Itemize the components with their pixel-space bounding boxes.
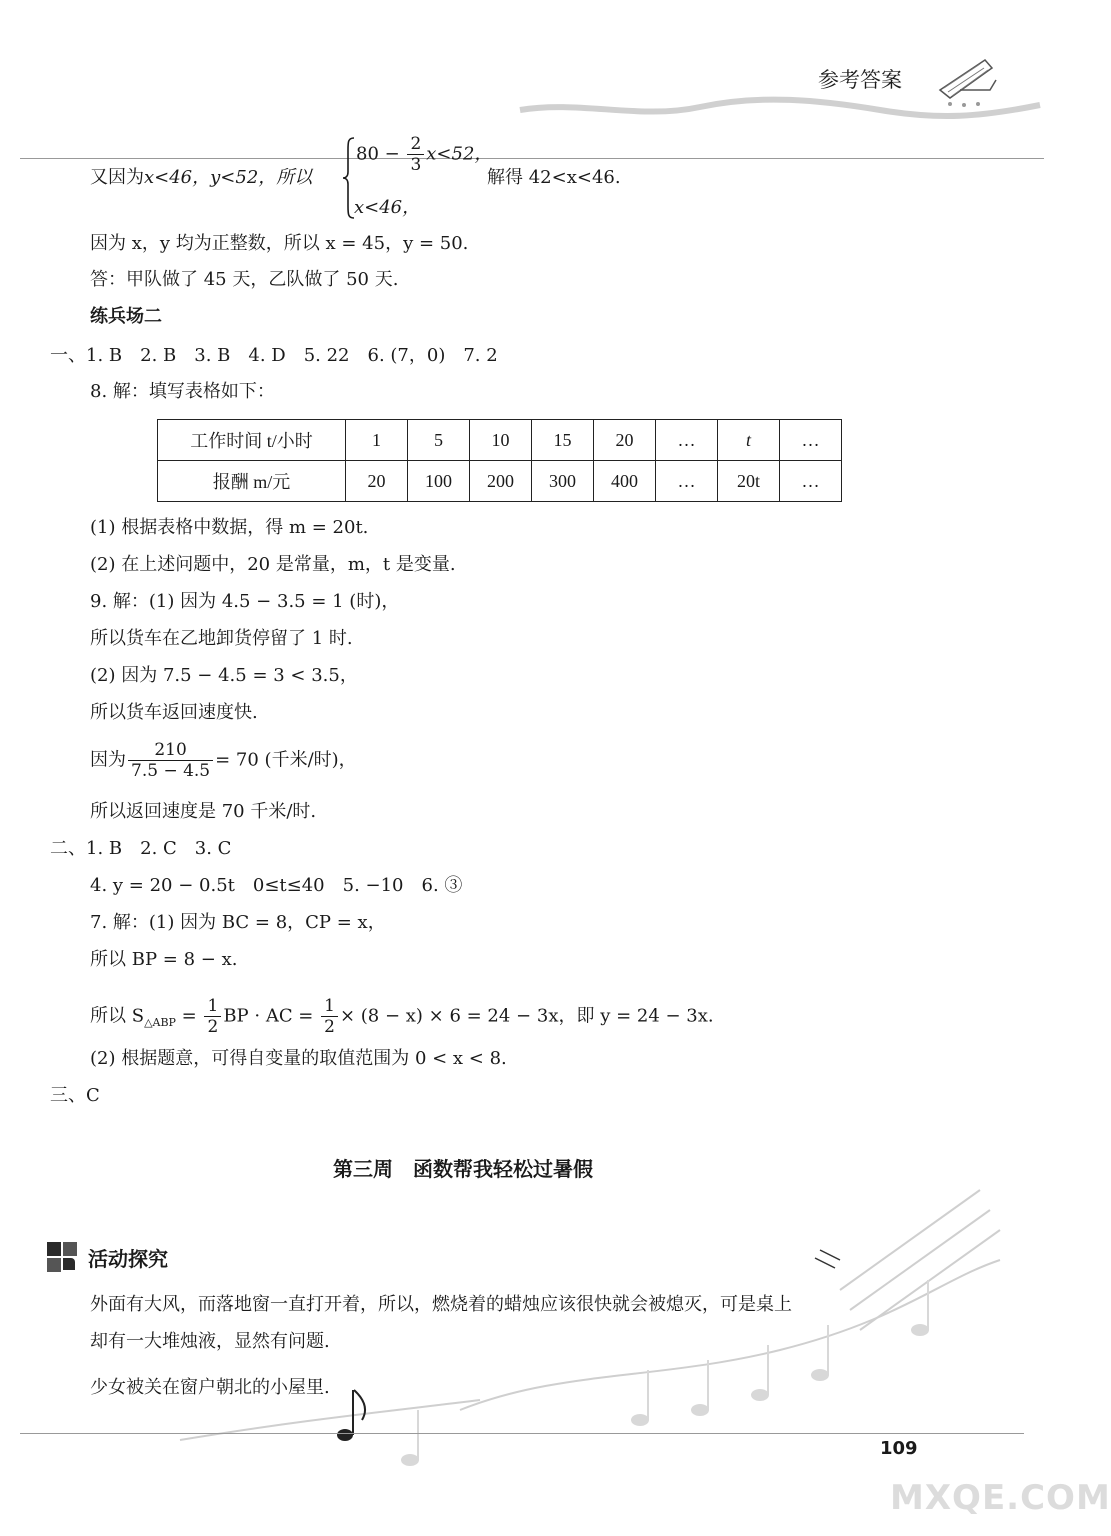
line-answer: 答：甲队做了 45 天，乙队做了 50 天. bbox=[90, 269, 399, 290]
table-cell: 5 bbox=[408, 420, 470, 461]
table-cell: 20 bbox=[594, 420, 656, 461]
week-title: 第三周 函数帮我轻松过暑假 bbox=[333, 1157, 593, 1181]
cond-x: x<46， bbox=[144, 167, 211, 188]
part2-answers: 二、1. B 2. C 3. C bbox=[50, 838, 232, 859]
q9-line1: 9. 解：(1) 因为 4.5 − 3.5 = 1 (时)， bbox=[90, 591, 400, 612]
part1-answers: 一、1. B 2. B 3. B 4. D 5. 22 6. (7，0) 7. 2 bbox=[50, 345, 498, 366]
table-row-label: 报酬 m/元 bbox=[158, 461, 346, 502]
line-integer: 因为 x，y 均为正整数，所以 x = 45，y = 50. bbox=[90, 233, 469, 254]
activity-para1: 外面有大风，而落地窗一直打开着，所以，燃烧着的蜡烛应该很快就会被熄灭，可是桌上 bbox=[90, 1294, 792, 1315]
part2-q7-line4: (2) 根据题意，可得自变量的取值范围为 0 < x < 8. bbox=[90, 1048, 507, 1069]
table-cell: 20 bbox=[346, 461, 408, 502]
watermark: MXQE.COM bbox=[890, 1478, 1111, 1518]
part2-q7-line2: 所以 BP = 8 − x. bbox=[90, 949, 238, 970]
table-cell: 1 bbox=[346, 420, 408, 461]
table-cell: 100 bbox=[408, 461, 470, 502]
q8-part2: (2) 在上述问题中，20 是常量，m，t 是变量. bbox=[90, 554, 456, 575]
table-cell: … bbox=[656, 420, 718, 461]
fraction-speed bbox=[128, 740, 213, 781]
eq1-left: 80 − bbox=[356, 143, 400, 165]
table-cell: t bbox=[718, 420, 780, 461]
footer-rule bbox=[20, 1433, 1024, 1434]
work-pay-table bbox=[157, 419, 842, 502]
frac-num: 1 bbox=[207, 996, 219, 1016]
q8-part1: (1) 根据表格中数据，得 m = 20t. bbox=[90, 517, 369, 538]
eq1-right: x<52， bbox=[426, 143, 493, 165]
part2-q4-6: 4. y = 20 − 0.5t 0≤t≤40 5. −10 6. ③ bbox=[90, 875, 463, 896]
page-number: 109 bbox=[880, 1438, 918, 1459]
text-because: 因为 bbox=[90, 749, 126, 771]
activity-title: 活动探究 bbox=[88, 1247, 168, 1271]
frac-den: 2 bbox=[204, 1016, 221, 1037]
fraction-half bbox=[204, 996, 221, 1037]
q9-line2: 所以货车在乙地卸货停留了 1 时. bbox=[90, 628, 353, 649]
frac-num: 2 bbox=[410, 134, 422, 154]
frac-den: 2 bbox=[321, 1016, 338, 1037]
cond-y: y<52，所以 bbox=[210, 167, 313, 188]
area-subscript: △ABP bbox=[144, 1016, 176, 1030]
table-row-time bbox=[158, 420, 842, 461]
puzzle-icon bbox=[45, 1240, 79, 1274]
system-solution: 解得 42<x<46. bbox=[487, 167, 621, 188]
table-cell: 15 bbox=[532, 420, 594, 461]
header-title: 参考答案 bbox=[818, 68, 902, 92]
table-cell: 20t bbox=[718, 461, 780, 502]
frac-den: 3 bbox=[407, 154, 424, 175]
text-area: 所以 S bbox=[90, 1005, 145, 1027]
table-cell: 300 bbox=[532, 461, 594, 502]
activity-para3: 少女被关在窗户朝北的小屋里. bbox=[90, 1377, 330, 1398]
equals: = bbox=[175, 1005, 203, 1027]
q9-line5 bbox=[90, 740, 357, 781]
table-cell: 10 bbox=[470, 420, 532, 461]
frac-num: 1 bbox=[324, 996, 335, 1016]
q9-line6: 所以返回速度是 70 千米/时. bbox=[90, 801, 317, 822]
bp-ac: BP · AC = bbox=[223, 1005, 320, 1027]
speed-result: = 70 (千米/时)， bbox=[215, 749, 357, 771]
table-cell: … bbox=[780, 461, 842, 502]
fraction-half-2 bbox=[321, 996, 338, 1037]
frac-den: 7.5 − 4.5 bbox=[128, 760, 213, 781]
header-rule bbox=[20, 158, 1044, 159]
system-intro bbox=[90, 166, 312, 190]
system-eq1 bbox=[356, 134, 492, 175]
section-title-lbc2: 练兵场二 bbox=[90, 306, 162, 327]
table-cell: 400 bbox=[594, 461, 656, 502]
header-wave-divider bbox=[520, 95, 1040, 125]
q8-intro: 8. 解：填写表格如下： bbox=[90, 381, 275, 402]
part3-answers: 三、C bbox=[50, 1085, 100, 1106]
table-cell: … bbox=[780, 420, 842, 461]
area-result: × (8 − x) × 6 = 24 − 3x，即 y = 24 − 3x. bbox=[339, 1005, 714, 1027]
frac-num: 210 bbox=[154, 740, 187, 760]
system-eq2 bbox=[354, 196, 420, 220]
text-because: 又因为 bbox=[90, 167, 144, 188]
table-header-label: 工作时间 t/小时 bbox=[158, 420, 346, 461]
part2-q7-line1: 7. 解：(1) 因为 BC = 8，CP = x， bbox=[90, 912, 386, 933]
activity-para2: 却有一大堆烛液，显然有问题. bbox=[90, 1331, 330, 1352]
table-row-pay bbox=[158, 461, 842, 502]
table-cell: … bbox=[656, 461, 718, 502]
fraction-two-thirds bbox=[407, 134, 424, 175]
table-cell: 200 bbox=[470, 461, 532, 502]
part2-q7-line3 bbox=[90, 996, 714, 1037]
q9-line3: (2) 因为 7.5 − 4.5 = 3 < 3.5， bbox=[90, 665, 358, 686]
q9-line4: 所以货车返回速度快. bbox=[90, 702, 258, 723]
eq2: x<46， bbox=[354, 197, 421, 218]
